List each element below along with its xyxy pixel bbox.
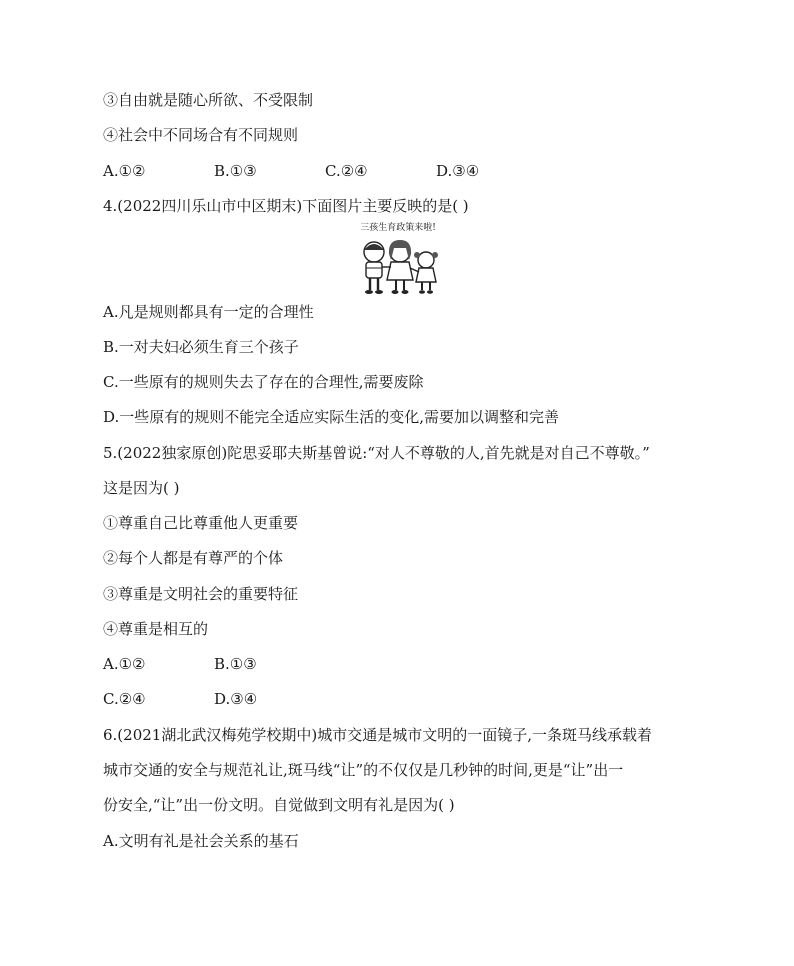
q5-stem-line-2: 这是因为( ) <box>103 479 180 497</box>
q5-options-row-1 <box>103 654 403 674</box>
q4-figure-caption: 三孩生育政策来啦! <box>360 223 436 233</box>
line-q3-statement-4: ④社会中不同场合有不同规则 <box>103 126 299 144</box>
q6-stem-line-3: 份安全,“让”出一份文明。自觉做到文明有礼是因为( ) <box>103 796 455 814</box>
q6-stem-line-2: 城市交通的安全与规范礼让,斑马线“让”的不仅仅是几秒钟的时间,更是“让”出一 <box>103 761 624 779</box>
q3-option-d[interactable]: D.③④ <box>436 162 480 180</box>
q5-option-b[interactable]: B.①③ <box>214 655 257 673</box>
q5-options-row-2 <box>103 689 403 709</box>
q6-option-a[interactable]: A.文明有礼是社会关系的基石 <box>103 832 299 850</box>
q3-option-b[interactable]: B.①③ <box>214 162 257 180</box>
q5-statement-2: ②每个人都是有尊严的个体 <box>103 549 284 567</box>
q4-figure <box>344 222 452 296</box>
q5-option-d[interactable]: D.③④ <box>214 690 258 708</box>
line-q3-statement-3: ③自由就是随心所欲、不受限制 <box>103 91 314 109</box>
q5-statement-4: ④尊重是相互的 <box>103 620 209 638</box>
q4-option-b[interactable]: B.一对夫妇必须生育三个孩子 <box>103 338 299 356</box>
q5-option-a[interactable]: A.①② <box>103 655 146 673</box>
q3-options <box>103 161 603 181</box>
q3-option-c[interactable]: C.②④ <box>325 162 368 180</box>
q4-stem: 4.(2022四川乐山市中区期末)下面图片主要反映的是( ) <box>103 197 469 215</box>
q5-statement-3: ③尊重是文明社会的重要特征 <box>103 585 299 603</box>
q4-option-a[interactable]: A.凡是规则都具有一定的合理性 <box>103 303 314 321</box>
q6-stem-line-1: 6.(2021湖北武汉梅苑学校期中)城市交通是城市文明的一面镜子,一条斑马线承载着 <box>103 726 652 744</box>
q5-option-c[interactable]: C.②④ <box>103 690 146 708</box>
q3-option-a[interactable]: A.①② <box>103 162 146 180</box>
q4-option-d[interactable]: D.一些原有的规则不能完全适应实际生活的变化,需要加以调整和完善 <box>103 408 560 426</box>
three-children-illustration <box>344 234 452 296</box>
q5-stem-line-1: 5.(2022独家原创)陀思妥耶夫斯基曾说:“对人不尊敬的人,首先就是对自己不尊敬。” <box>103 444 650 462</box>
q5-statement-1: ①尊重自己比尊重他人更重要 <box>103 514 299 532</box>
q4-option-c[interactable]: C.一些原有的规则失去了存在的合理性,需要废除 <box>103 373 424 391</box>
